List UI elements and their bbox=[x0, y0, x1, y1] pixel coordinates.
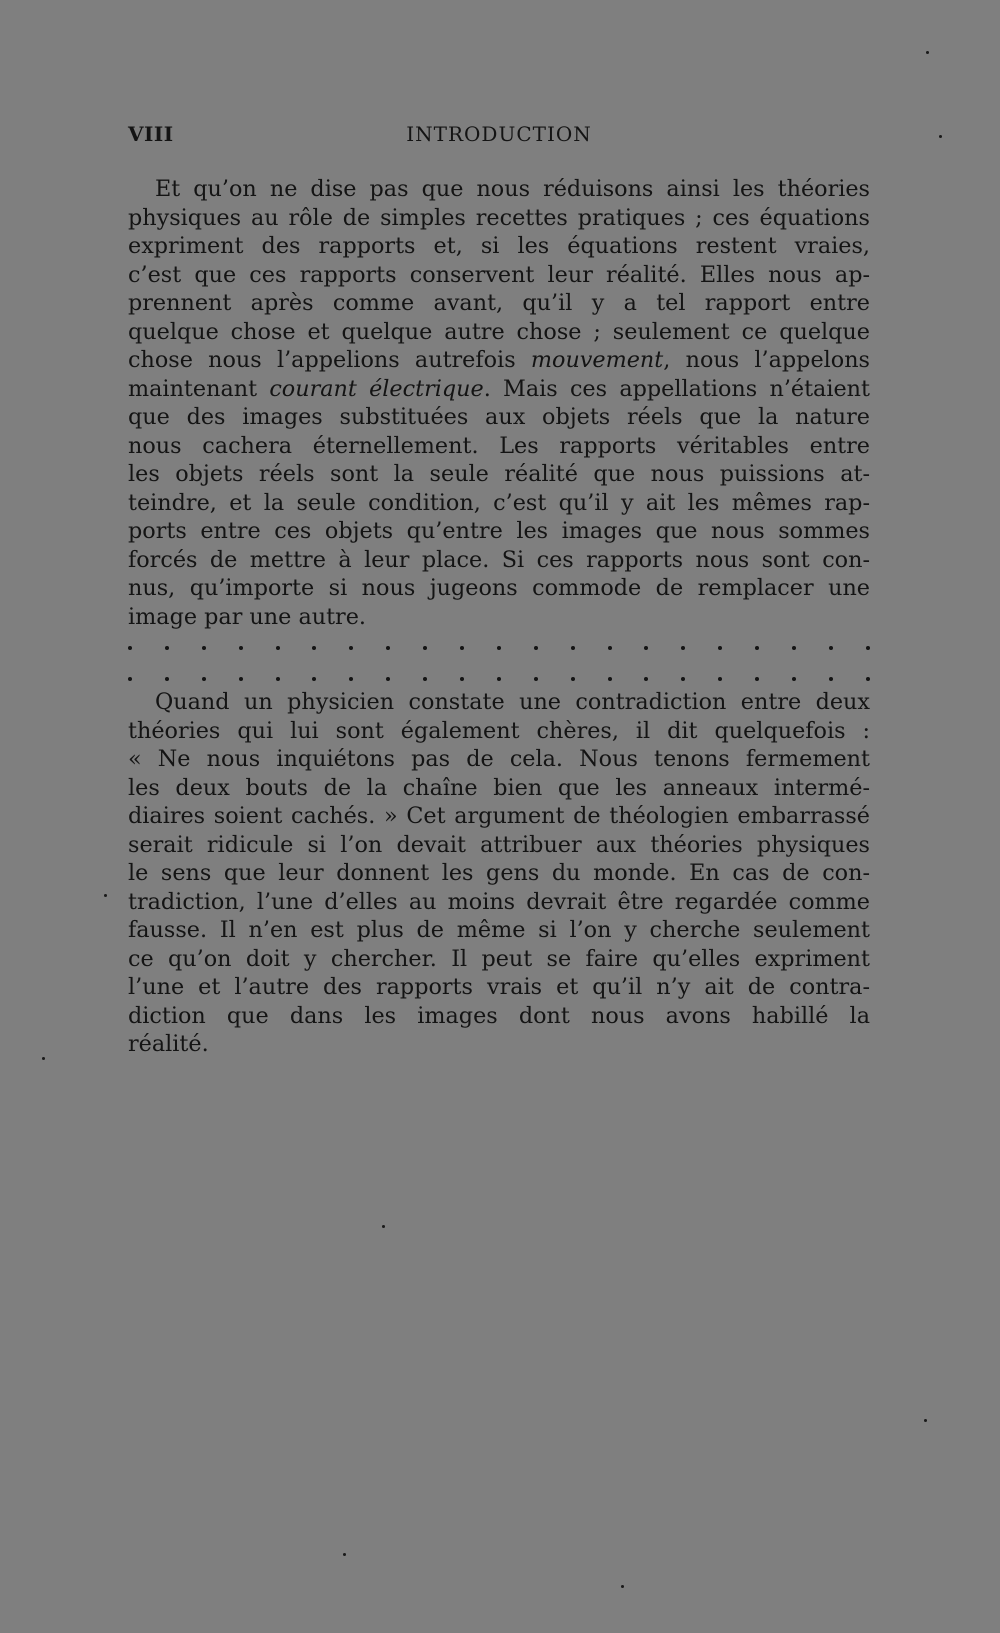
ellipsis-dot bbox=[460, 677, 464, 681]
scan-speck bbox=[621, 1585, 624, 1588]
ellipsis-dot bbox=[755, 646, 759, 650]
ellipsis-dot bbox=[829, 677, 833, 681]
ellipsis-dot bbox=[423, 646, 427, 650]
page-number: VIII bbox=[128, 122, 174, 146]
ellipsis-dot bbox=[460, 646, 464, 650]
text-line: expriment des rapports et, si les équations restent vraies, bbox=[128, 233, 870, 259]
text-line-with-italic bbox=[128, 346, 870, 375]
scan-speck bbox=[343, 1553, 346, 1556]
ellipsis-dot bbox=[866, 646, 870, 650]
ellipsis-dot bbox=[239, 646, 243, 650]
page-header bbox=[128, 122, 870, 150]
ellipsis-dot bbox=[386, 677, 390, 681]
ellipsis-dot bbox=[644, 677, 648, 681]
scan-speck bbox=[939, 135, 942, 138]
text-line: les deux bouts de la chaîne bien que les anneaux intermé- bbox=[128, 774, 870, 801]
text-line: nous cachera éternellement. Les rapports véritables entre bbox=[128, 432, 870, 459]
ellipsis-dot bbox=[571, 646, 575, 650]
ellipsis-dot bbox=[534, 646, 538, 650]
text-line: ce qu’on doit y chercher. Il peut se faire qu’elles expriment bbox=[128, 945, 870, 972]
ellipsis-dot bbox=[497, 646, 501, 650]
scan-speck bbox=[382, 1225, 385, 1228]
text-line: diaires soient cachés. » Cet argument de théologien embarrassé bbox=[128, 803, 870, 829]
text-line: quelque chose et quelque autre chose ; seulement ce quelque bbox=[128, 318, 870, 345]
ellipsis-dot bbox=[165, 646, 169, 650]
text-line: « Ne nous inquiétons pas de cela. Nous tenons fermement bbox=[128, 746, 870, 772]
text-segment: maintenant bbox=[128, 375, 258, 402]
ellipsis-dot bbox=[829, 646, 833, 650]
ellipsis-dot bbox=[276, 677, 280, 681]
text-line: c’est que ces rapports conservent leur réalité. Elles nous ap- bbox=[128, 261, 870, 288]
ellipsis-dot bbox=[276, 646, 280, 650]
ellipsis-dot bbox=[792, 677, 796, 681]
ellipsis-dot bbox=[312, 646, 316, 650]
italic-term: courant électrique bbox=[269, 375, 484, 402]
ellipsis-dots-row bbox=[128, 641, 870, 655]
ellipsis-dot bbox=[718, 646, 722, 650]
ellipsis-dot bbox=[792, 646, 796, 650]
ellipsis-dot bbox=[718, 677, 722, 681]
text-line: tradiction, l’une d’elles au moins devrait être regardée comme bbox=[128, 888, 870, 915]
text-line: les objets réels sont la seule réalité que nous puissions at- bbox=[128, 461, 870, 487]
ellipsis-dot bbox=[165, 677, 169, 681]
text-line: réalité. bbox=[128, 1031, 209, 1057]
ellipsis-dot bbox=[755, 677, 759, 681]
ellipsis-dot bbox=[423, 677, 427, 681]
scan-speck bbox=[104, 894, 107, 897]
text-line: image par une autre. bbox=[128, 603, 366, 630]
text-line: théories qui lui sont également chères, il dit quelquefois : bbox=[128, 717, 870, 744]
text-line: le sens que leur donnent les gens du monde. En cas de con- bbox=[128, 860, 870, 886]
text-line: Et qu’on ne dise pas que nous réduisons ainsi les théories bbox=[155, 176, 870, 202]
text-line: nus, qu’importe si nous jugeons commode de remplacer une bbox=[128, 575, 870, 601]
scan-speck bbox=[926, 51, 929, 54]
ellipsis-dot bbox=[349, 677, 353, 681]
ellipsis-dot bbox=[349, 646, 353, 650]
ellipsis-dot bbox=[128, 677, 132, 681]
text-segment: . Mais ces appellations n’étaient bbox=[483, 375, 870, 402]
ellipsis-dot bbox=[571, 677, 575, 681]
text-segment: , nous l’appelons bbox=[663, 347, 870, 373]
ellipsis-dot bbox=[239, 677, 243, 681]
text-line: prennent après comme avant, qu’il y a tel rapport entre bbox=[128, 290, 870, 316]
running-title: INTRODUCTION bbox=[406, 122, 592, 146]
ellipsis-dot bbox=[644, 646, 648, 650]
text-line: serait ridicule si l’on devait attribuer aux théories physiques bbox=[128, 831, 870, 858]
text-line: diction que dans les images dont nous avons habillé la bbox=[128, 1002, 870, 1029]
ellipsis-dot bbox=[681, 646, 685, 650]
ellipsis-dot bbox=[497, 677, 501, 681]
ellipsis-dots-row bbox=[128, 672, 870, 686]
text-line: teindre, et la seule condition, c’est qu’il y ait les mêmes rap- bbox=[128, 489, 870, 516]
ellipsis-dot bbox=[681, 677, 685, 681]
ellipsis-dot bbox=[128, 646, 132, 650]
italic-term: mouvement bbox=[530, 347, 664, 373]
scan-speck bbox=[924, 1419, 927, 1422]
scan-speck bbox=[42, 1057, 45, 1060]
text-line: l’une et l’autre des rapports vrais et qu’il n’y ait de contra- bbox=[128, 974, 870, 1000]
ellipsis-dot bbox=[866, 677, 870, 681]
paragraph-2 bbox=[128, 688, 870, 1059]
text-segment: chose nous l’appelions autrefois bbox=[128, 347, 516, 373]
ellipsis-dot bbox=[312, 677, 316, 681]
ellipsis-dot bbox=[386, 646, 390, 650]
text-line: que des images substituées aux objets réels que la nature bbox=[128, 404, 870, 430]
text-line-with-italic bbox=[128, 375, 870, 404]
text-line: ports entre ces objets qu’entre les images que nous sommes bbox=[128, 518, 870, 544]
paragraph-1 bbox=[128, 175, 870, 631]
ellipsis-dot bbox=[202, 646, 206, 650]
text-line: forcés de mettre à leur place. Si ces rapports nous sont con- bbox=[128, 546, 870, 573]
text-line: fausse. Il n’en est plus de même si l’on y cherche seulement bbox=[128, 917, 870, 943]
text-line: physiques au rôle de simples recettes pratiques ; ces équations bbox=[128, 204, 870, 231]
ellipsis-dot bbox=[608, 677, 612, 681]
ellipsis-dot bbox=[608, 646, 612, 650]
ellipsis-dot bbox=[534, 677, 538, 681]
text-line: Quand un physicien constate une contradiction entre deux bbox=[155, 689, 870, 715]
ellipsis-dot bbox=[202, 677, 206, 681]
